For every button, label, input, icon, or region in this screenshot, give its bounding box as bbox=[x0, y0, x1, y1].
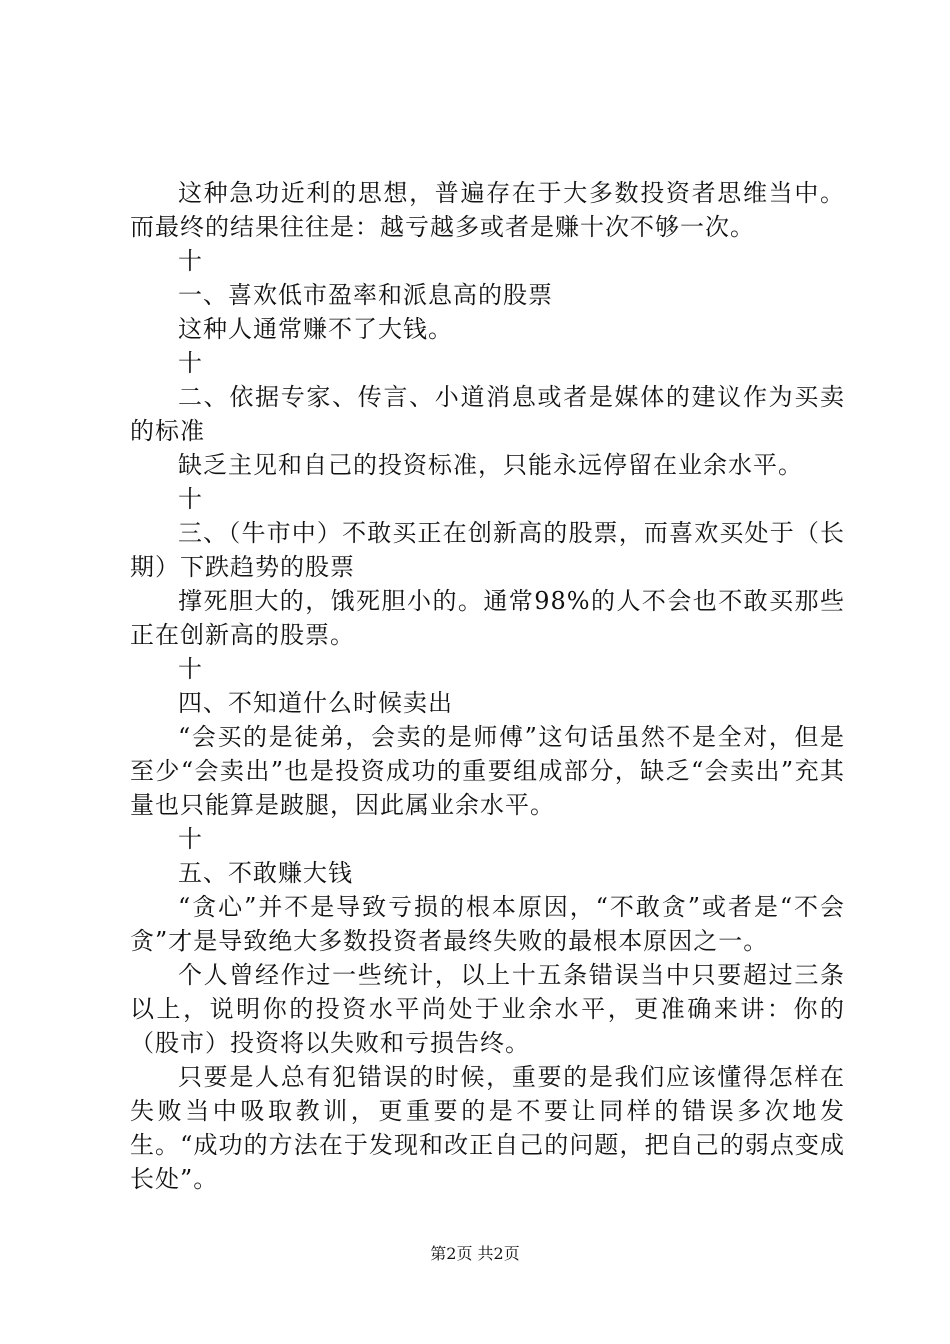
paragraph: 缺乏主见和自己的投资标准，只能永远停留在业余水平。 bbox=[178, 451, 803, 479]
document-body bbox=[130, 176, 845, 1196]
section-heading: 四、不知道什么时候卖出 bbox=[178, 689, 453, 717]
paragraph: 这种人通常赚不了大钱。 bbox=[178, 315, 453, 343]
paragraph: “会买的是徒弟，会卖的是师傅”这句话虽然不是全对，但是至少“会卖出”也是投资成功的重要组成部分，缺乏“会卖出”充其量也只能算是跛腿，因此属业余水平。 bbox=[130, 723, 845, 819]
paragraph: 十 bbox=[178, 655, 203, 683]
paragraph: 十 bbox=[178, 247, 203, 275]
paragraph: “贪心”并不是导致亏损的根本原因，“不敢贪”或者是“不会贪”才是导致绝大多数投资者最终失败的最根本原因之一。 bbox=[130, 893, 845, 955]
paragraph: 十 bbox=[178, 485, 203, 513]
paragraph: 个人曾经作过一些统计，以上十五条错误当中只要超过三条以上，说明你的投资水平尚处于业余水平，更准确来讲：你的（股市）投资将以失败和亏损告终。 bbox=[130, 961, 845, 1057]
paragraph: 撑死胆大的，饿死胆小的。通常98%的人不会也不敢买那些正在创新高的股票。 bbox=[130, 587, 845, 649]
paragraph: 只要是人总有犯错误的时候，重要的是我们应该懂得怎样在失败当中吸取教训，更重要的是不要让同样的错误多次地发生。“成功的方法在于发现和改正自己的问题，把自己的弱点变成长处”。 bbox=[130, 1063, 845, 1193]
section-heading: 一、喜欢低市盈率和派息高的股票 bbox=[178, 281, 553, 309]
paragraph: 十 bbox=[178, 825, 203, 853]
section-heading: 三、（牛市中）不敢买正在创新高的股票，而喜欢买处于（长期）下跌趋势的股票 bbox=[130, 519, 845, 581]
paragraph: 十 bbox=[178, 349, 203, 377]
page-footer: 第2页 共2页 bbox=[430, 1244, 520, 1263]
section-heading: 五、不敢赚大钱 bbox=[178, 859, 353, 887]
paragraph: 这种急功近利的思想，普遍存在于大多数投资者思维当中。而最终的结果往往是：越亏越多或者是赚十次不够一次。 bbox=[130, 179, 845, 241]
section-heading: 二、依据专家、传言、小道消息或者是媒体的建议作为买卖的标准 bbox=[130, 383, 845, 445]
